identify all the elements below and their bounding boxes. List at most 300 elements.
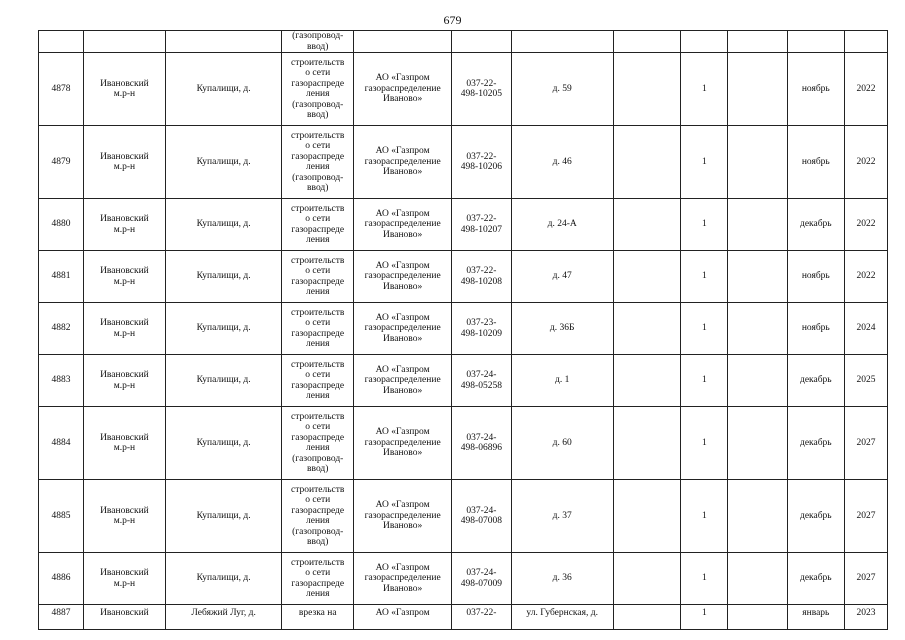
table-row [39,480,888,553]
cell-quantity-text: 1 [701,219,707,230]
district-line: Ивановский [100,370,149,380]
cell-number [39,303,84,355]
code-line: 037-22- [466,78,497,89]
organization-line: АО «Газпром [375,73,430,84]
cell-year [844,407,887,480]
cell-district [84,480,166,553]
cell-empty [728,480,787,553]
cell-locality-text: Купалищи, д. [196,323,251,334]
organization-line: Иваново» [383,94,423,105]
work-line: строительств [291,255,345,266]
table-row [39,303,888,355]
cell-year-text: 2024 [856,323,876,334]
district-line: м.р-н [113,516,136,526]
cell-quantity [681,480,728,553]
cell-locality [165,355,282,407]
cell-year-text: 2027 [856,510,876,521]
cell-year-text: 2027 [856,573,876,584]
code-line: 498-10209 [460,328,502,339]
cell-organization [354,407,452,480]
cell-month-text: январь [802,608,830,618]
cell-code [452,31,511,53]
district-line: м.р-н [113,276,136,287]
district-line: м.р-н [113,380,136,391]
work-line: ления [305,589,330,599]
organization-line: Иваново» [383,385,423,396]
organization-line: газораспределение [364,83,441,94]
district-line: Ивановский [100,608,149,618]
work-line: газораспреде [291,78,345,89]
work-line: о сети [305,68,331,78]
organization-line: АО «Газпром [375,427,430,438]
cell-district [84,407,166,480]
organization-line: газораспределение [364,573,441,584]
cell-month-text: декабрь [799,573,832,584]
cell-month [787,605,844,630]
organization-line: АО «Газпром [375,608,430,618]
organization-line: Иваново» [383,281,423,292]
cell-number [39,407,84,480]
cell-year-text: 2023 [856,608,876,618]
cell-empty [613,126,681,199]
cell-locality [165,480,282,553]
cell-empty [728,355,787,407]
cell-number [39,355,84,407]
cell-empty [728,303,787,355]
cell-address-text: д. 36 [552,573,572,584]
cell-quantity-text: 1 [701,573,707,584]
district-line: Ивановский [100,78,149,89]
table-row [39,199,888,251]
cell-locality-text: Купалищи, д. [196,573,251,584]
cell-empty [728,605,787,630]
cell-district [84,605,166,630]
cell-month [787,480,844,553]
cell-locality [165,251,282,303]
cell-address [511,605,613,630]
work-line: газораспреде [291,432,345,443]
cell-empty [728,407,787,480]
cell-quantity [681,53,728,126]
cell-year [844,251,887,303]
cell-organization [354,553,452,605]
cell-year [844,355,887,407]
cell-locality [165,303,282,355]
cell-year-text: 2025 [856,375,876,386]
cell-address [511,480,613,553]
code-line: 037-22- [466,608,497,618]
district-line: м.р-н [113,328,136,339]
district-line: Ивановский [100,266,149,276]
register-table [38,30,888,630]
cell-number-text: 4884 [51,437,71,448]
organization-line: Иваново» [383,448,423,459]
code-line: 498-10207 [460,224,502,235]
code-line: 037-22- [466,214,497,224]
cell-work-type [282,251,354,303]
table-row [39,251,888,303]
cell-empty [613,553,681,605]
cell-district [84,199,166,251]
cell-work-type [282,126,354,199]
cell-organization [354,480,452,553]
cell-quantity-text: 1 [701,83,707,94]
organization-line: АО «Газпром [375,562,430,573]
organization-line: газораспределение [364,323,441,334]
cell-quantity-text: 1 [701,608,707,618]
work-line: строительств [291,307,345,318]
cell-organization [354,605,452,630]
cell-district [84,53,166,126]
cell-month [787,407,844,480]
work-line: газораспреде [291,505,345,516]
district-line: м.р-н [113,89,136,99]
cell-number-text: 4878 [51,83,71,94]
table-row [39,126,888,199]
organization-line: АО «Газпром [375,260,430,271]
cell-month [787,355,844,407]
organization-line: Иваново» [383,521,423,532]
cell-empty [613,251,681,303]
cell-empty [728,251,787,303]
district-line: Ивановский [100,568,149,578]
cell-locality-text: Купалищи, д. [196,83,251,94]
cell-empty [613,31,681,53]
work-line: ления [305,516,330,526]
work-line: (газопровод- [292,453,344,464]
organization-line: АО «Газпром [375,208,430,219]
code-line: 037-22- [466,151,497,162]
district-line: Ивановский [100,318,149,328]
cell-organization [354,53,452,126]
cell-work-type [282,199,354,251]
cell-code [452,605,511,630]
organization-line: газораспределение [364,510,441,521]
cell-work-type [282,407,354,480]
organization-line: газораспределение [364,219,441,230]
table-row [39,553,888,605]
organization-line: газораспределение [364,271,441,282]
cell-number-text: 4883 [51,375,71,386]
code-line: 498-07008 [460,516,502,526]
code-line: 498-05258 [460,380,502,391]
district-line: м.р-н [113,224,136,235]
cell-year-text: 2022 [856,83,876,94]
cell-quantity [681,355,728,407]
work-line: ления [305,443,330,453]
cell-locality-text: Купалищи, д. [196,271,251,282]
code-line: 498-10206 [460,162,502,172]
cell-address [511,251,613,303]
cell-month [787,53,844,126]
code-line: 037-24- [466,505,497,516]
cell-address-text: д. 59 [552,83,572,94]
cell-locality-text: Купалищи, д. [196,156,251,167]
cell-quantity-text: 1 [701,375,707,386]
code-line: 037-24- [466,568,497,578]
cell-work-type [282,605,354,630]
code-line: 498-10208 [460,276,502,287]
cell-number-text: 4879 [51,156,71,167]
cell-work-type [282,303,354,355]
cell-locality [165,199,282,251]
continuation-row [39,31,888,53]
cell-empty [613,199,681,251]
cell-organization [354,251,452,303]
code-line: 037-22- [466,266,497,276]
cell-quantity [681,31,728,53]
table-row [39,605,888,630]
cell-code [452,53,511,126]
work-line: ввод) [307,110,329,120]
cell-year [844,126,887,199]
cell-year [844,31,887,53]
cell-number [39,199,84,251]
cell-district [84,126,166,199]
work-line: о сети [305,214,331,224]
cell-address-text: д. 24-А [547,219,577,230]
code-line: 037-24- [466,370,497,380]
cell-number [39,126,84,199]
cell-month [787,126,844,199]
cell-month-text: ноябрь [801,271,830,282]
cell-address [511,31,613,53]
work-line: строительств [291,557,345,568]
page-number: 679 [443,13,462,27]
work-line: о сети [305,422,331,432]
work-line: о сети [305,370,331,380]
cell-number [39,251,84,303]
work-line: (газопровод- [292,172,344,183]
cell-code [452,251,511,303]
cell-number [39,53,84,126]
cell-work-type [282,53,354,126]
work-line: врезка на [298,608,337,618]
cell-address-text: д. 47 [552,271,572,282]
cell-month [787,553,844,605]
cell-address [511,407,613,480]
cell-empty [613,480,681,553]
work-line: (газопровод- [292,526,344,537]
work-line: ввод) [307,183,329,193]
work-line: строительств [291,411,345,422]
work-line: о сети [305,568,331,578]
cell-month-text: ноябрь [801,156,830,167]
cell-work-type [282,355,354,407]
cell-quantity-text: 1 [701,271,707,282]
code-line: 037-23- [466,318,497,328]
cell-empty [613,605,681,630]
work-line: газораспреде [291,578,345,589]
work-line: ления [305,235,330,245]
cell-month-text: декабрь [799,437,832,448]
work-line: строительств [291,203,345,214]
cell-year [844,303,887,355]
cell-empty [613,53,681,126]
cell-address [511,303,613,355]
cell-locality [165,53,282,126]
cell-code [452,480,511,553]
cell-quantity [681,199,728,251]
cell-month-text: ноябрь [801,83,830,94]
cell-month [787,199,844,251]
district-line: Ивановский [100,432,149,443]
cell-quantity [681,251,728,303]
cell-district [84,31,166,53]
cell-month-text: декабрь [799,219,832,230]
work-line: ления [305,287,330,297]
cell-year [844,605,887,630]
cell-locality-text: Лебяжий Луг, д. [191,608,256,618]
cell-year-text: 2027 [856,437,876,448]
cell-organization [354,355,452,407]
cell-locality-text: Купалищи, д. [196,437,251,448]
cell-address-text: ул. Губернская, д. [526,608,598,618]
cell-empty [728,31,787,53]
cell-year [844,53,887,126]
work-line: газораспреде [291,151,345,162]
cell-address [511,355,613,407]
work-line: о сети [305,141,331,151]
cell-month-text: декабрь [799,510,832,521]
cell-code [452,355,511,407]
cell-year-text: 2022 [856,156,876,167]
cell-district [84,355,166,407]
organization-line: АО «Газпром [375,364,430,375]
register-body [39,31,888,630]
cell-locality-text: Купалищи, д. [196,510,251,521]
organization-line: Иваново» [383,583,423,594]
work-line: о сети [305,318,331,328]
cell-address-text: д. 37 [552,510,572,521]
work-line: ления [305,391,330,401]
cell-number [39,605,84,630]
organization-line: газораспределение [364,437,441,448]
cell-empty [728,199,787,251]
organization-line: газораспределение [364,375,441,386]
cell-work-type [282,480,354,553]
work-line: газораспреде [291,380,345,391]
organization-line: Иваново» [383,229,423,240]
organization-line: АО «Газпром [375,312,430,323]
cell-address [511,199,613,251]
cell-address-text: д. 46 [552,156,572,167]
cell-quantity [681,605,728,630]
cell-number [39,31,84,53]
cell-quantity-text: 1 [701,437,707,448]
cell-address-text: д. 1 [555,375,570,386]
cell-district [84,303,166,355]
cell-number [39,553,84,605]
work-line: ления [305,89,330,99]
cell-quantity [681,126,728,199]
district-line: м.р-н [113,578,136,589]
cell-work-type [282,31,354,53]
cell-year-text: 2022 [856,271,876,282]
cell-empty [613,355,681,407]
cell-month-text: декабрь [799,375,832,386]
cell-locality-text: Купалищи, д. [196,375,251,386]
district-line: Ивановский [100,214,149,224]
cell-address [511,553,613,605]
code-line: 498-06896 [460,443,502,453]
cell-year [844,480,887,553]
cell-address [511,126,613,199]
cell-empty [613,407,681,480]
district-line: Ивановский [100,151,149,162]
cell-address-text: д. 36Б [549,323,575,334]
cell-locality-text: Купалищи, д. [196,219,251,230]
table-row [39,53,888,126]
cell-quantity-text: 1 [701,323,707,334]
cell-month [787,31,844,53]
cell-quantity [681,553,728,605]
work-line: ввод) [307,464,329,474]
work-line: строительств [291,484,345,495]
work-line: ввод) [307,537,329,547]
code-line: 498-07009 [460,578,502,589]
code-line: 498-10205 [460,89,502,99]
code-line: 037-24- [466,432,497,443]
cell-locality [165,553,282,605]
cell-number-text: 4880 [51,219,71,230]
cell-number-text: 4885 [51,510,71,521]
cell-district [84,251,166,303]
cell-address [511,53,613,126]
cell-year-text: 2022 [856,219,876,230]
cell-locality [165,31,282,53]
cell-locality [165,605,282,630]
cell-number-text: 4882 [51,323,71,334]
cell-locality [165,126,282,199]
cell-empty [613,303,681,355]
organization-line: АО «Газпром [375,500,430,511]
cell-organization [354,303,452,355]
table-row [39,407,888,480]
work-line: газораспреде [291,328,345,339]
organization-line: Иваново» [383,333,423,344]
cell-locality [165,407,282,480]
cell-quantity-text: 1 [701,510,707,521]
cell-address-text: д. 60 [552,437,572,448]
cell-quantity [681,407,728,480]
cell-number-text: 4887 [51,608,71,618]
cell-quantity [681,303,728,355]
work-line: ления [305,339,330,349]
cell-work-type [282,553,354,605]
district-line: м.р-н [113,443,136,453]
cell-month-text: ноябрь [801,323,830,334]
cell-empty [728,53,787,126]
cell-code [452,553,511,605]
work-line: газораспреде [291,224,345,235]
cell-quantity-text: 1 [701,156,707,167]
cell-year [844,199,887,251]
cell-year [844,553,887,605]
work-line: о сети [305,495,331,505]
organization-line: газораспределение [364,156,441,167]
cell-month [787,251,844,303]
district-line: м.р-н [113,162,136,172]
work-line: (газопровод- [292,99,344,110]
cell-organization [354,126,452,199]
district-line: Ивановский [100,505,149,516]
work-line: строительств [291,130,345,141]
cell-district [84,553,166,605]
cell-code [452,407,511,480]
work-line: строительств [291,359,345,370]
work-line: строительств [291,57,345,68]
